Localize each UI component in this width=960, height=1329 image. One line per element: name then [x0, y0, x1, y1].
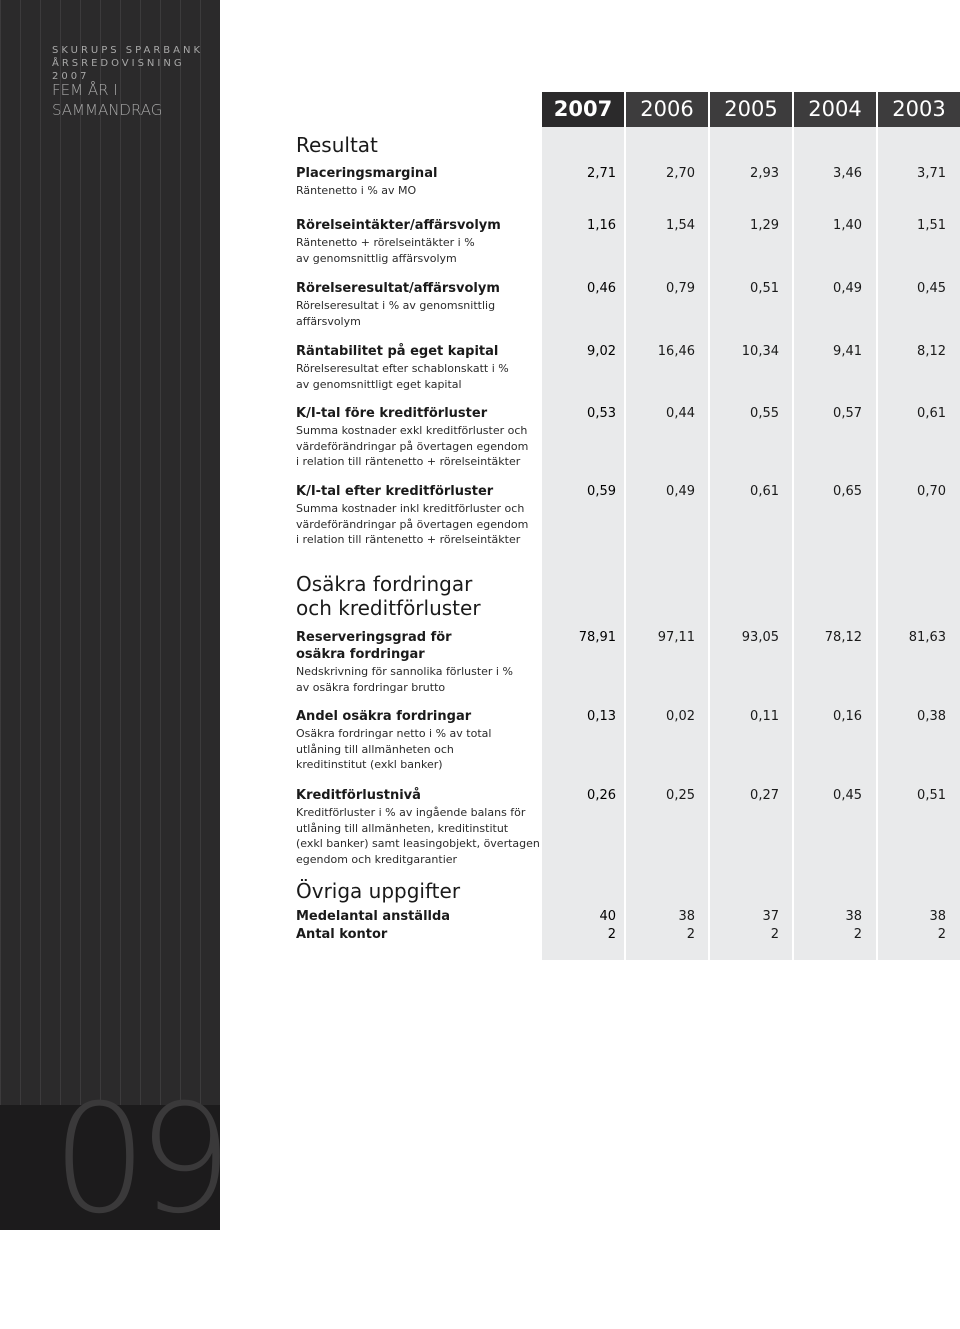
- row-description: Rörelseresultat efter schablonskatt i % av genomsnittligt eget kapital: [296, 362, 509, 391]
- row-value-2006: 16,46: [657, 344, 695, 359]
- row-description: Rörelseresultat i % av genomsnittlig affärsvolym: [296, 299, 496, 328]
- row-label: K/I-tal före kreditförluster: [296, 406, 488, 421]
- bank-name-line1: SKURUPS SPARBANK: [52, 45, 204, 56]
- row-value-2007: 0,26: [587, 788, 616, 803]
- row-value-2007: 0,13: [587, 709, 616, 724]
- row-value-2004: 0,57: [833, 406, 862, 421]
- section-heading-line: Osäkra fordringar: [296, 572, 473, 596]
- row-value-2003: 0,45: [917, 281, 946, 296]
- row-description: Summa kostnader inkl kreditförluster och värdeförändringar på övertagen egendom i relation till räntenetto + rörelseintäkter: [296, 502, 529, 546]
- row-value-2005: 2: [770, 927, 779, 942]
- row-value-2004: 1,40: [833, 218, 862, 233]
- row-value-2005: 0,55: [750, 406, 779, 421]
- row-label: K/I-tal efter kreditförluster: [296, 484, 494, 499]
- row-value-2004: 9,41: [833, 344, 862, 359]
- row-value-2006: 97,11: [657, 630, 695, 645]
- row-label: Medelantal anställda: [296, 909, 451, 924]
- year-header: 2003: [878, 92, 960, 127]
- section-heading-ovriga: Övriga uppgifter: [296, 879, 461, 903]
- row-label: Kreditförlustnivå: [296, 788, 421, 803]
- row-value-2005: 0,61: [750, 484, 779, 499]
- row-value-2007: 40: [599, 909, 616, 924]
- section-heading-resultat: Resultat: [296, 133, 378, 157]
- row-value-2004: 38: [845, 909, 862, 924]
- row-value-2005: 37: [762, 909, 779, 924]
- row-label: Andel osäkra fordringar: [296, 709, 472, 724]
- sidebar-section-title: [52, 80, 162, 120]
- row-value-2007: 0,53: [587, 406, 616, 421]
- row-value-2003: 0,38: [917, 709, 946, 724]
- row-value-2006: 0,25: [666, 788, 695, 803]
- row-label: Rörelseintäkter/affärsvolym: [296, 218, 501, 233]
- row-value-2006: 2,70: [666, 166, 695, 181]
- page-number: 09: [52, 1073, 223, 1247]
- sidebar: [0, 0, 220, 1105]
- row-value-2003: 38: [929, 909, 946, 924]
- row-value-2005: 93,05: [741, 630, 779, 645]
- row-value-2007: 9,02: [587, 344, 616, 359]
- year-header: 2004: [794, 92, 876, 127]
- row-value-2004: 0,45: [833, 788, 862, 803]
- row-value-2006: 0,49: [666, 484, 695, 499]
- section-heading-osakra: [296, 572, 481, 620]
- row-value-2007: 0,46: [587, 281, 616, 296]
- year-header: 2005: [710, 92, 792, 127]
- row-description: Nedskrivning för sannolika förluster i % av osäkra fordringar brutto: [296, 665, 513, 694]
- row-value-2004: 3,46: [833, 166, 862, 181]
- row-value-2004: 0,49: [833, 281, 862, 296]
- row-value-2003: 0,70: [917, 484, 946, 499]
- row-description: Osäkra fordringar netto i % av total utlåning till allmänheten och kreditinstitut (exkl banker): [296, 727, 492, 771]
- row-value-2003: 1,51: [917, 218, 946, 233]
- section-title-line2: SAMMANDRAG: [52, 101, 163, 119]
- row-value-2006: 0,79: [666, 281, 695, 296]
- row-value-2006: 2: [686, 927, 695, 942]
- row-value-2007: 2,71: [587, 166, 616, 181]
- row-description: Räntenetto i % av MO: [296, 184, 417, 197]
- row-label: Antal kontor: [296, 927, 388, 942]
- row-value-2005: 0,27: [750, 788, 779, 803]
- row-value-2006: 38: [678, 909, 695, 924]
- row-value-2007: 78,91: [578, 630, 616, 645]
- row-value-2005: 2,93: [750, 166, 779, 181]
- row-value-2006: 0,44: [666, 406, 695, 421]
- row-value-2007: 2: [607, 927, 616, 942]
- row-label: Reserveringsgrad för osäkra fordringar: [296, 630, 452, 662]
- row-value-2003: 0,61: [917, 406, 946, 421]
- row-description: Räntenetto + rörelseintäkter i % av genomsnittlig affärsvolym: [296, 236, 475, 265]
- row-label: Räntabilitet på eget kapital: [296, 344, 499, 359]
- row-value-2005: 1,29: [750, 218, 779, 233]
- row-value-2003: 0,51: [917, 788, 946, 803]
- row-value-2005: 0,11: [750, 709, 779, 724]
- section-heading-line: och kreditförluster: [296, 596, 481, 620]
- row-value-2003: 8,12: [917, 344, 946, 359]
- row-value-2007: 0,59: [587, 484, 616, 499]
- section-title-line1: FEM ÅR I: [52, 81, 118, 99]
- row-value-2003: 2: [937, 927, 946, 942]
- row-value-2005: 0,51: [750, 281, 779, 296]
- row-value-2003: 81,63: [908, 630, 946, 645]
- row-description: Kreditförluster i % av ingående balans för utlåning till allmänheten, kreditinstitut (exkl banker) samt leasingobjekt, övertagen egendom och kreditgarantier: [296, 806, 540, 866]
- row-value-2003: 3,71: [917, 166, 946, 181]
- row-value-2004: 0,16: [833, 709, 862, 724]
- row-label: Placeringsmarginal: [296, 166, 438, 181]
- row-value-2004: 0,65: [833, 484, 862, 499]
- row-value-2006: 1,54: [666, 218, 695, 233]
- bank-name: [52, 44, 220, 83]
- row-value-2006: 0,02: [666, 709, 695, 724]
- bank-name-line2: ÅRSREDOVISNING 2007: [52, 58, 185, 82]
- row-value-2005: 10,34: [741, 344, 779, 359]
- year-header: 2006: [626, 92, 708, 127]
- row-value-2004: 2: [853, 927, 862, 942]
- year-header: 2007: [542, 92, 624, 127]
- row-description: Summa kostnader exkl kreditförluster och värdeförändringar på övertagen egendom i relation till räntenetto + rörelseintäkter: [296, 424, 529, 468]
- row-value-2007: 1,16: [587, 218, 616, 233]
- row-label: Rörelseresultat/affärsvolym: [296, 281, 500, 296]
- row-value-2004: 78,12: [824, 630, 862, 645]
